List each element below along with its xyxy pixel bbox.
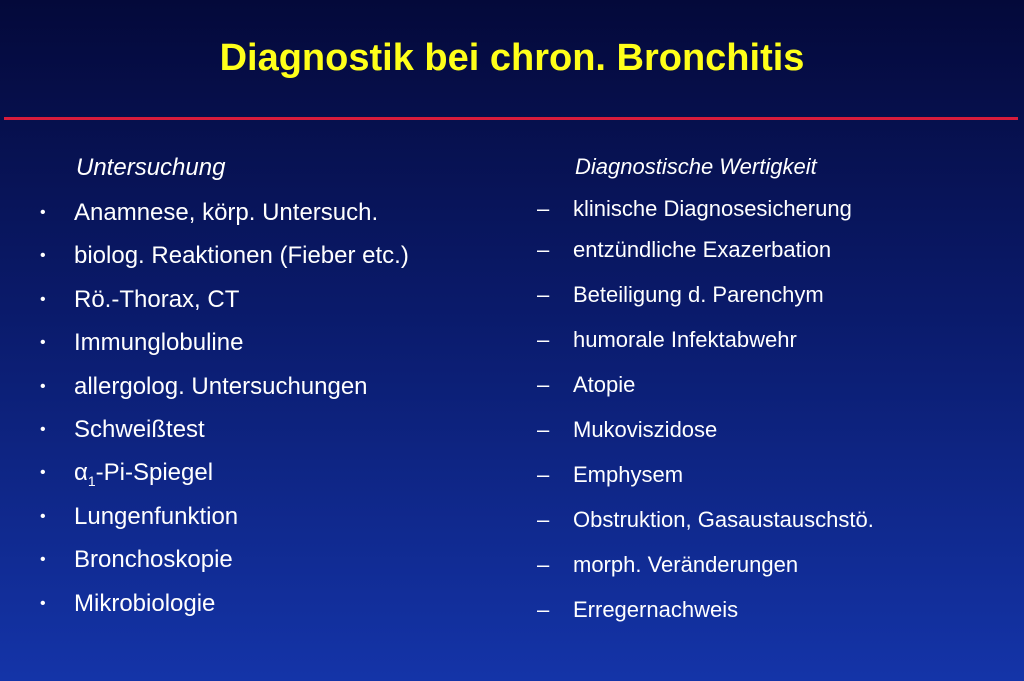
list-item-text: Immunglobuline	[74, 329, 244, 357]
dash-icon: –	[537, 372, 550, 397]
dash-icon: –	[537, 417, 550, 442]
list-item-text: Beteiligung d. Parenchym	[573, 282, 824, 307]
list-item	[537, 280, 824, 310]
dash-icon: –	[537, 507, 550, 532]
list-item-text: entzündliche Exazerbation	[573, 237, 832, 262]
bullet-icon: •	[40, 247, 46, 265]
list-item	[40, 453, 409, 496]
list-item-text: Atopie	[573, 372, 636, 397]
list-item-text: klinische Diagnosesicherung	[573, 196, 852, 221]
list-item	[40, 236, 409, 279]
list-item	[537, 370, 635, 400]
bullet-icon: •	[40, 377, 46, 395]
bullet-icon: •	[40, 464, 46, 482]
alpha-subscript: 1	[87, 473, 96, 490]
dash-icon: –	[537, 282, 550, 307]
bullet-icon: •	[40, 420, 46, 438]
list-item-text: Schweißtest	[74, 415, 205, 443]
list-item	[537, 235, 831, 265]
title-divider	[4, 117, 1018, 120]
dash-icon: –	[537, 327, 550, 352]
right-column-heading: Diagnostische Wertigkeit	[575, 154, 817, 179]
list-item-text: Bronchoskopie	[74, 546, 233, 574]
list-item-text: Rö.-Thorax, CT	[74, 285, 240, 313]
list-item	[40, 193, 409, 236]
list-item	[537, 505, 874, 535]
bullet-icon: •	[40, 507, 46, 525]
bullet-icon: •	[40, 551, 46, 569]
list-item	[40, 280, 409, 323]
list-item-text: morph. Veränderungen	[573, 552, 799, 577]
list-item-text: Anamnese, körp. Untersuch.	[74, 199, 379, 226]
list-item	[40, 410, 409, 453]
list-item	[40, 323, 409, 366]
list-item	[537, 595, 738, 625]
list-item	[537, 325, 797, 355]
left-column-heading: Untersuchung	[76, 154, 226, 181]
list-item	[537, 460, 683, 490]
bullet-icon: •	[40, 334, 46, 352]
list-item	[40, 584, 409, 627]
bullet-icon: •	[40, 290, 46, 308]
list-item-text: Erregernachweis	[573, 597, 739, 622]
slide-title: Diagnostik bei chron. Bronchitis	[219, 37, 805, 79]
dash-icon: –	[537, 462, 550, 487]
list-item-text: Mikrobiologie	[74, 589, 216, 617]
alpha-symbol: α	[74, 459, 88, 487]
list-item	[40, 540, 409, 583]
dash-icon: –	[537, 237, 550, 262]
dash-icon: –	[537, 196, 550, 221]
list-item	[40, 497, 409, 540]
list-item-text: Lungenfunktion	[74, 502, 239, 530]
list-item-text: -Pi-Spiegel	[95, 459, 214, 487]
list-item-text: Mukoviszidose	[573, 417, 718, 442]
list-item-text: allergolog. Untersuchungen	[74, 372, 368, 400]
list-item-text: biolog. Reaktionen (Fieber etc.)	[74, 242, 409, 270]
bullet-icon: •	[40, 594, 46, 612]
list-item	[537, 415, 717, 445]
bullet-icon: •	[40, 204, 46, 221]
list-item-text: humorale Infektabwehr	[573, 327, 797, 352]
dash-icon: –	[537, 552, 550, 577]
examination-list	[40, 193, 409, 627]
list-item	[537, 194, 852, 224]
dash-icon: –	[537, 597, 550, 622]
list-item	[537, 550, 798, 580]
list-item-text: Emphysem	[573, 462, 684, 487]
list-item	[40, 367, 409, 410]
list-item-text: Obstruktion, Gasaustauschstö.	[573, 507, 874, 532]
